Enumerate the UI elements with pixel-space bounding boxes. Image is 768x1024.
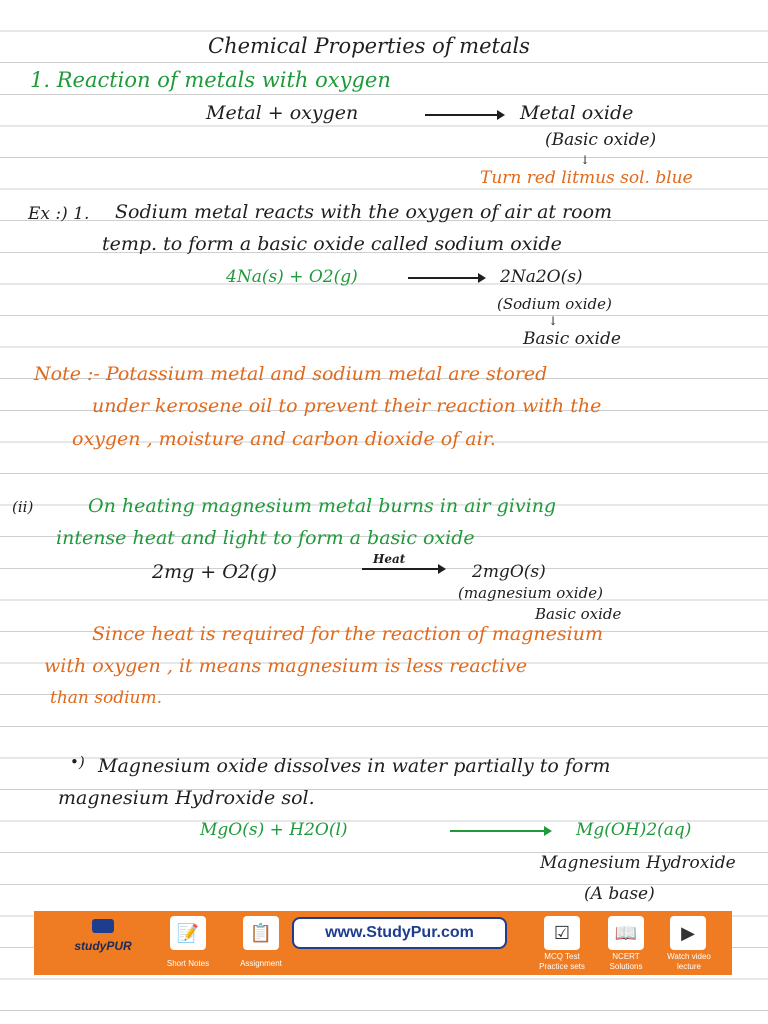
note-line: Note :- Potassium metal and sodium metal are stored xyxy=(34,363,548,385)
product-name: Magnesium Hydroxide xyxy=(540,853,736,873)
ncert-label[interactable] xyxy=(600,952,652,972)
example-label: (ii) xyxy=(12,498,34,516)
mcq-test-label[interactable] xyxy=(531,952,593,972)
section-heading: 1. Reaction of metals with oxygen xyxy=(30,68,391,92)
product-type: (A base) xyxy=(584,884,655,904)
page-title: Chemical Properties of metals xyxy=(208,34,530,58)
studypur-logo[interactable] xyxy=(68,919,138,967)
note-line: oxygen , moisture and carbon dioxide of air. xyxy=(72,428,496,450)
reaction-condition: Heat xyxy=(373,552,406,566)
video-line1: Watch video xyxy=(667,952,711,961)
conclusion-line: than sodium. xyxy=(50,688,163,708)
bullet: •) xyxy=(70,753,85,771)
ncert-line1: NCERT xyxy=(612,952,640,961)
litmus-note: Turn red litmus sol. blue xyxy=(480,168,693,188)
example-text-line: On heating magnesium metal burns in air giving xyxy=(88,495,557,517)
product-name: (Sodium oxide) xyxy=(497,295,612,313)
example-text-line: Magnesium oxide dissolves in water partially to form xyxy=(98,755,611,777)
example-text-line: temp. to form a basic oxide called sodium oxide xyxy=(102,233,562,255)
example-text-line: intense heat and light to form a basic oxide xyxy=(56,527,475,549)
reaction-arrow xyxy=(408,277,484,279)
chemical-equation-product: 2Na2O(s) xyxy=(500,267,583,287)
chemical-equation-reactants: MgO(s) + H2O(l) xyxy=(200,820,348,840)
studypur-banner xyxy=(34,911,732,975)
assignment-icon[interactable]: 📋 xyxy=(243,916,279,950)
product-type: Basic oxide xyxy=(523,329,621,349)
product-name: (magnesium oxide) xyxy=(458,584,603,602)
short-notes-icon[interactable]: 📝 xyxy=(170,916,206,950)
example-label: Ex :) 1. xyxy=(28,204,90,224)
mcq-test-icon[interactable]: ☑ xyxy=(544,916,580,950)
short-notes-label[interactable]: Short Notes xyxy=(166,959,210,968)
chemical-equation-reactants: 2mg + O2(g) xyxy=(152,561,277,583)
mcq-line2: Practice sets xyxy=(539,962,585,971)
reaction-arrow xyxy=(425,114,503,116)
video-lecture-icon[interactable]: ▶ xyxy=(670,916,706,950)
down-arrow-icon: ↓ xyxy=(548,314,559,328)
word-equation-reactants: Metal + oxygen xyxy=(206,102,359,124)
video-line2: lecture xyxy=(676,962,701,971)
graduation-cap-icon xyxy=(92,919,114,933)
chemical-equation-product: 2mgO(s) xyxy=(472,562,546,582)
example-text-line: Sodium metal reacts with the oxygen of air at room xyxy=(115,201,613,223)
chemical-equation-product: Mg(OH)2(aq) xyxy=(576,820,692,840)
basic-oxide-note: (Basic oxide) xyxy=(545,130,657,150)
conclusion-line: with oxygen , it means magnesium is less reactive xyxy=(44,655,528,677)
mcq-line1: MCQ Test xyxy=(544,952,580,961)
note-line: under kerosene oil to prevent their reaction with the xyxy=(92,395,602,417)
reaction-arrow xyxy=(362,568,444,570)
ncert-line2: Solutions xyxy=(609,962,643,971)
product-type: Basic oxide xyxy=(535,605,622,623)
reaction-arrow xyxy=(450,830,550,832)
video-label[interactable] xyxy=(660,952,718,972)
example-text-line: magnesium Hydroxide sol. xyxy=(58,787,315,809)
chemical-equation-reactants: 4Na(s) + O2(g) xyxy=(226,267,358,287)
word-equation-product: Metal oxide xyxy=(520,102,634,124)
down-arrow-icon: ↓ xyxy=(580,153,591,167)
website-link[interactable]: www.StudyPur.com xyxy=(292,917,507,949)
assignment-label[interactable]: Assignment xyxy=(240,959,282,968)
logo-text: studyPUR xyxy=(74,939,132,953)
conclusion-line: Since heat is required for the reaction of magnesium xyxy=(92,623,603,645)
ncert-solutions-icon[interactable]: 📖 xyxy=(608,916,644,950)
